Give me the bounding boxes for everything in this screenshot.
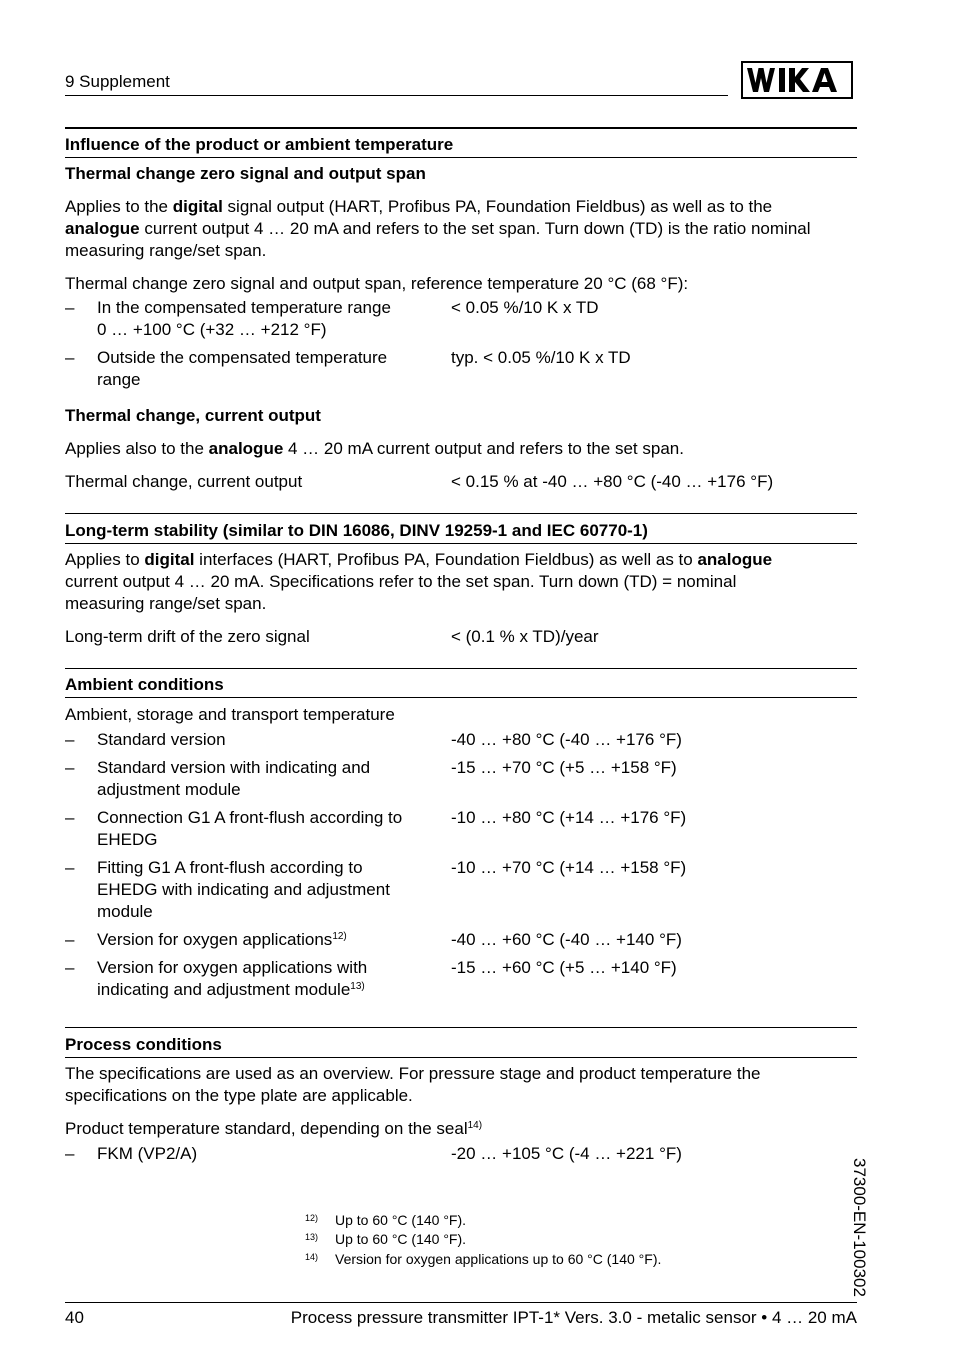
section-rule-top [65, 127, 857, 129]
paragraph-product-temp: Product temperature standard, depending on the seal$^{14)}$ [65, 1119, 483, 1138]
paragraph-ambient-intro: Ambient, storage and transport temperature [65, 705, 395, 724]
list-item-label: Version for oxygen applications$^{12)}$ [97, 930, 347, 949]
list-item-label: Connection G1 A front-flush according to EHEDG [97, 808, 403, 849]
list-item-label: Outside the compensated temperature range [97, 348, 388, 389]
list-item-value: < 0.05 %/10 K x TD [451, 298, 599, 317]
section-rule-top [65, 513, 857, 514]
list-dash: – [65, 930, 75, 949]
section-title-longterm: Long-term stability (similar to DIN 16086, DINV 19259-1 and IEC 60770-1) [65, 521, 648, 540]
section-rule-bottom [65, 543, 857, 544]
list-dash: – [65, 808, 75, 827]
list-item-label: Standard version with indicating and adjustment module [97, 758, 371, 799]
list-item-value: -15 … +70 °C (+5 … +158 °F) [451, 758, 677, 777]
wika-logo-wordmark [744, 64, 850, 96]
footnote-ref: 14) [467, 1120, 483, 1131]
paragraph-longterm: Applies to digital interfaces (HART, Profibus PA, Foundation Fieldbus) as well as to analogue current output 4 … 20 mA. Specifications refer to the set span. Turn down (TD) = nominal measuring range/set span. [65, 550, 773, 613]
paragraph-applies-digital: Applies to the digital signal output (HART, Profibus PA, Foundation Fieldbus) as well as to the analogue current output 4 … 20 mA and refers to the set span. Turn down (TD) is the ratio nominal measuring range/set span. [65, 197, 811, 260]
list-dash: – [65, 348, 75, 367]
list-item-value: typ. < 0.05 %/10 K x TD [451, 348, 631, 367]
wika-logo [741, 61, 853, 99]
section-rule-top [65, 668, 857, 669]
footnote: 12) Up to 60 °C (140 °F). [305, 1212, 467, 1228]
list-item-value: -40 … +60 °C (-40 … +140 °F) [451, 930, 682, 949]
section-rule-top [65, 1027, 857, 1028]
paragraph-applies-analogue: Applies also to the analogue 4 … 20 mA current output and refers to the set span. [65, 439, 684, 458]
list-item-value: -20 … +105 °C (-4 … +221 °F) [451, 1144, 682, 1163]
row-value-drift: < (0.1 % x TD)/year [451, 627, 599, 646]
list-dash: – [65, 1144, 75, 1163]
chapter-heading: 9 Supplement [65, 72, 170, 91]
list-dash: – [65, 298, 75, 317]
section-title-influence: Influence of the product or ambient temperature [65, 135, 454, 154]
footer-rule [65, 1302, 857, 1303]
footer-title: Process pressure transmitter IPT-1* Vers. 3.0 - metalic sensor • 4 … 20 mA [290, 1308, 857, 1327]
list-item-value: -15 … +60 °C (+5 … +140 °F) [451, 958, 677, 977]
list-item-label: In the compensated temperature range 0 … +100 °C (+32 … +212 °F) [97, 298, 391, 339]
section-title-process: Process conditions [65, 1035, 222, 1054]
subheading-thermal-zero: Thermal change zero signal and output span [65, 164, 426, 183]
row-value-thermal-current: < 0.15 % at -40 … +80 °C (-40 … +176 °F) [451, 472, 774, 491]
footnote: 13) Up to 60 °C (140 °F). [305, 1231, 467, 1247]
subheading-thermal-current: Thermal change, current output [65, 406, 321, 425]
section-rule-bottom [65, 697, 857, 698]
list-item-value: -40 … +80 °C (-40 … +176 °F) [451, 730, 682, 749]
section-title-ambient: Ambient conditions [65, 675, 224, 694]
page-number: 40 [65, 1308, 84, 1327]
section-rule-bottom [65, 1057, 857, 1058]
footnote-ref: 12) [332, 931, 347, 942]
row-label-drift: Long-term drift of the zero signal [65, 627, 310, 646]
list-item-label: Standard version [97, 730, 226, 749]
header-rule [65, 95, 728, 96]
list-dash: – [65, 730, 75, 749]
list-dash: – [65, 958, 75, 977]
list-dash: – [65, 758, 75, 777]
list-item-label: Version for oxygen applications with indicating and adjustment module$^{13)}$ [97, 958, 368, 999]
footnote: 14) Version for oxygen applications up to 60 °C (140 °F). [305, 1251, 662, 1267]
list-item-label: FKM (VP2/A) [97, 1144, 198, 1163]
list-item-value: -10 … +70 °C (+14 … +158 °F) [451, 858, 687, 877]
list-item-label: Fitting G1 A front-flush according to EHEDG with indicating and adjustment module [97, 858, 390, 921]
row-label-thermal-current: Thermal change, current output [65, 472, 303, 491]
list-dash: – [65, 858, 75, 877]
paragraph-process-overview: The specifications are used as an overview. For pressure stage and product temperature the specifications on the type plate are applicable. [65, 1064, 761, 1105]
document-id: 37300-EN-100302 [850, 1158, 869, 1297]
footnote-ref: 13) [350, 981, 365, 992]
section-rule-bottom [65, 157, 857, 158]
list-item-value: -10 … +80 °C (+14 … +176 °F) [451, 808, 687, 827]
paragraph-reference-temp: Thermal change zero signal and output span, reference temperature 20 °C (68 °F): [65, 274, 689, 293]
